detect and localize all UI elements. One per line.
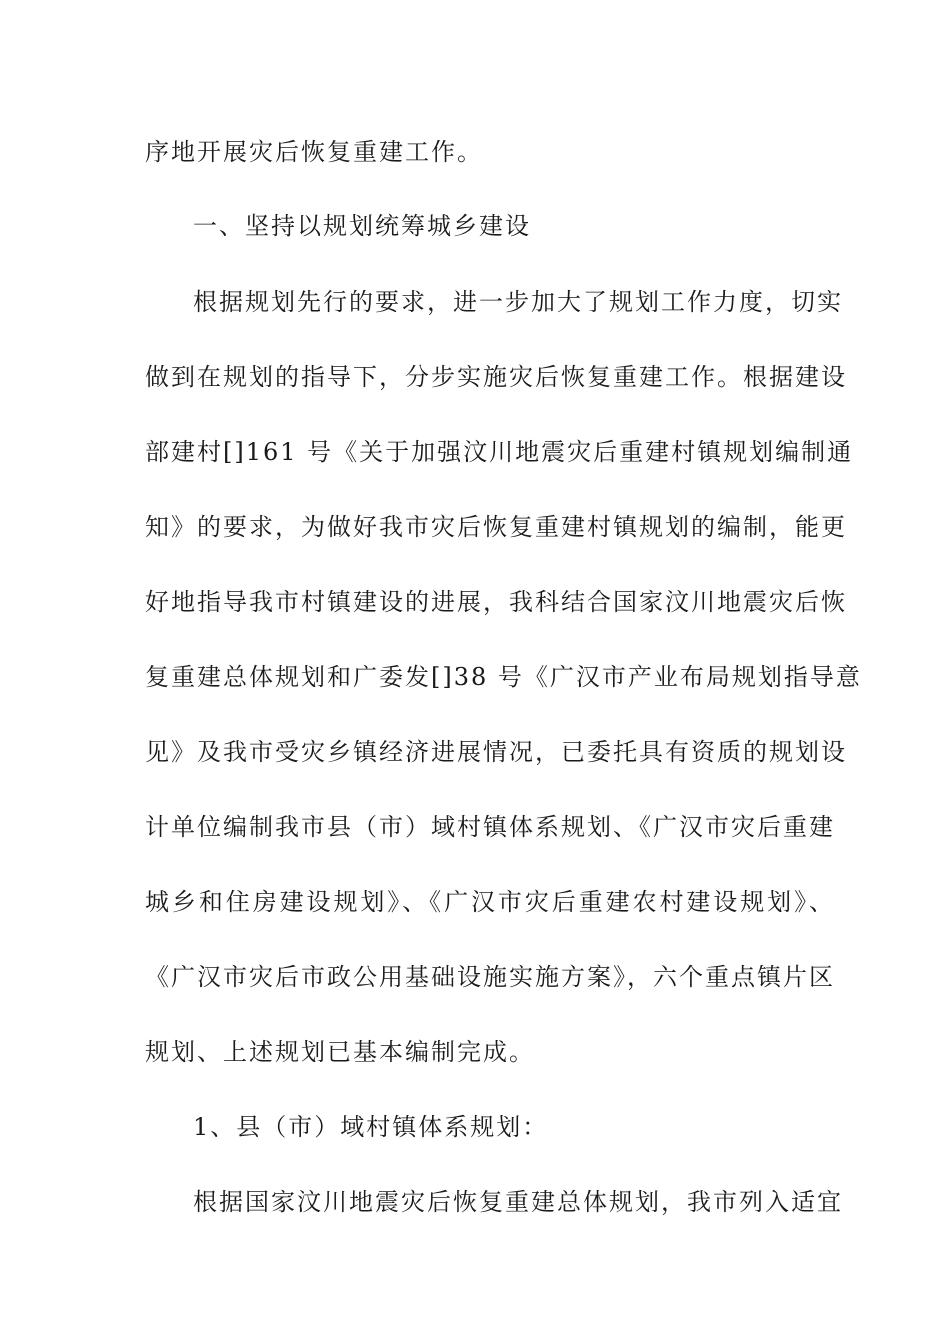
paragraph-line: 复重建总体规划和广委发[]38 号《广汉市产业布局规划指导意 <box>145 663 862 691</box>
subsection-heading: 1、县（市）域村镇体系规划： <box>193 1113 549 1141</box>
paragraph-line: 城乡和住房建设规划》、《广汉市灾后重建农村建设规划》、 <box>145 888 835 916</box>
paragraph-line: 规划、上述规划已基本编制完成。 <box>145 1038 535 1066</box>
paragraph-line: 见》及我市受灾乡镇经济进展情况，已委托具有资质的规划设 <box>145 738 847 766</box>
section-heading: 一、坚持以规划统筹城乡建设 <box>193 212 531 240</box>
paragraph-line: 做到在规划的指导下，分步实施灾后恢复重建工作。根据建设 <box>145 363 847 391</box>
paragraph-line: 好地指导我市村镇建设的进展，我科结合国家汶川地震灾后恢 <box>145 588 847 616</box>
paragraph-line: 部建村[]161 号《关于加强汶川地震灾后重建村镇规划编制通 <box>145 438 854 466</box>
paragraph-line: 计单位编制我市县（市）域村镇体系规划、《广汉市灾后重建 <box>145 813 835 841</box>
paragraph-line: 知》的要求，为做好我市灾后恢复重建村镇规划的编制，能更 <box>145 513 847 541</box>
paragraph-line: 序地开展灾后恢复重建工作。 <box>145 138 483 166</box>
paragraph-line: 根据规划先行的要求，进一步加大了规划工作力度，切实 <box>193 288 843 316</box>
paragraph-line: 根据国家汶川地震灾后恢复重建总体规划，我市列入适宜 <box>193 1188 843 1216</box>
paragraph-line: 《广汉市灾后市政公用基础设施实施方案》，六个重点镇片区 <box>145 963 835 991</box>
